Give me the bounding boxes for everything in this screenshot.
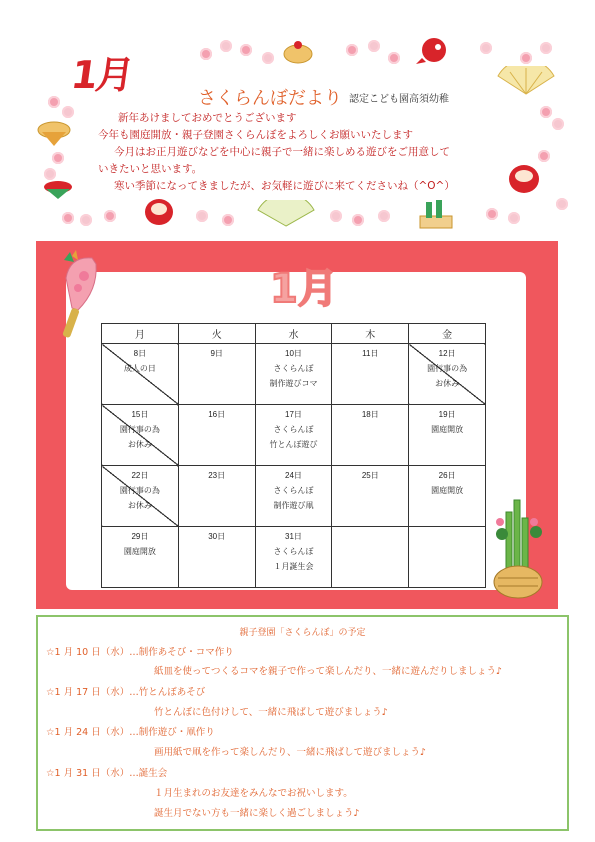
school-name: 認定こども園高須幼稚 — [349, 94, 449, 105]
calendar-date: 23日 — [208, 471, 226, 480]
calendar-date: 16日 — [208, 410, 226, 419]
calendar-date: 12日 — [438, 349, 456, 358]
calendar-date: 30日 — [208, 532, 226, 541]
greeting-line-2: 今年も園庭開放・親子登園さくらんぼをよろしくお願いいたします — [98, 129, 413, 141]
gourd-icon — [280, 38, 316, 64]
spinning-top-icon — [34, 118, 74, 148]
daruma-icon — [142, 196, 176, 226]
kagami-stand-icon — [414, 196, 458, 232]
calendar-event-text: １月誕生会 — [273, 562, 314, 571]
calendar-date: 24日 — [285, 471, 302, 480]
schedule-item-3-detail: 画用紙で凧を作って楽しんだり、一緒に飛ばして遊びましょう♪ — [154, 747, 427, 758]
schedule-item-1-detail: 紙皿を使ってつくるコマを親子で作って楽しんだり、一緒に遊んだりしましょう♪ — [154, 666, 503, 677]
schedule-item-1-head: ☆1 月 10 日（水）…制作あそび・コマ作り — [46, 647, 234, 658]
calendar-week-row — [102, 344, 486, 405]
greeting-line-4: いきたいと思います。 — [98, 163, 203, 175]
calendar-day-cell — [102, 466, 179, 527]
calendar-event-text: 成人の日 — [123, 364, 156, 373]
schedule-item-4-detail-1: １月生まれのお友達をみんなでお祝いします。 — [154, 788, 353, 799]
calendar-day-cell — [409, 344, 486, 405]
header-month: 1月 — [68, 53, 136, 97]
calendar-date: 18日 — [361, 410, 379, 419]
calendar-day-cell — [255, 466, 332, 527]
calendar-event-text: さくらんぼ — [273, 547, 314, 556]
schedule-item-3-head: ☆1 月 24 日（水）…制作遊び・凧作り — [46, 727, 215, 738]
calendar-date: 11日 — [362, 349, 379, 358]
schedule-item-2-head: ☆1 月 17 日（水）…竹とんぼあそび — [46, 687, 206, 698]
calendar-date: 15日 — [131, 410, 149, 419]
schedule-item-4-head: ☆1 月 31 日（水）…誕生会 — [46, 768, 168, 779]
calendar-date: 26日 — [438, 471, 456, 480]
calendar-date: 22日 — [131, 471, 149, 480]
daruma-bird-icon — [412, 34, 458, 68]
calendar-day-cell — [409, 466, 486, 527]
greeting-line-3: 今月はお正月遊びなどを中心に親子で一緒に楽しめる遊びをご用意して — [114, 146, 450, 158]
calendar-day-cell — [409, 527, 486, 588]
calendar-day-cell — [255, 344, 332, 405]
calendar-event-text: 制作遊び凧 — [273, 501, 314, 510]
calendar-event-text: 制作遊びコマ — [269, 379, 318, 388]
calendar-event-text: お休み — [127, 501, 152, 510]
calendar-event-text: 竹とんぼ遊び — [269, 440, 318, 449]
fan-icon — [496, 66, 556, 96]
weekday-tue: 火 — [178, 324, 255, 344]
calendar-event-text: 園庭開放 — [431, 425, 464, 434]
weekday-header-row — [102, 324, 486, 344]
calendar-event-text: さくらんぼ — [273, 364, 314, 373]
calendar-event-text: 園行事の為 — [119, 425, 160, 434]
calendar-event-text: 園庭開放 — [123, 547, 156, 556]
weekday-wed: 水 — [255, 324, 332, 344]
calendar-event-text: 園行事の為 — [427, 364, 468, 373]
daruma-right-icon — [506, 162, 542, 194]
calendar-date: 29日 — [131, 532, 149, 541]
calendar-table — [101, 323, 486, 588]
newsletter-title: さくらんぼだより — [198, 88, 342, 109]
calendar-day-cell — [255, 527, 332, 588]
calendar-day-cell — [102, 344, 179, 405]
calendar-date: 31日 — [285, 532, 302, 541]
calendar-day-cell — [178, 466, 255, 527]
calendar-event-text: お休み — [435, 379, 460, 388]
calendar-day-cell — [332, 405, 409, 466]
hagoita-paddle-icon — [62, 250, 100, 340]
calendar-day-cell — [255, 405, 332, 466]
calendar-date: 10日 — [285, 349, 302, 358]
calendar-day-cell — [409, 405, 486, 466]
calendar-day-cell — [178, 527, 255, 588]
calendar-week-row — [102, 466, 486, 527]
calendar-event-text: 園行事の為 — [119, 486, 160, 495]
weekday-mon: 月 — [102, 324, 179, 344]
calendar-event-text: さくらんぼ — [273, 486, 314, 495]
calendar-day-cell — [332, 466, 409, 527]
calendar-date: 17日 — [285, 410, 302, 419]
calendar-day-cell — [332, 527, 409, 588]
calendar-day-cell — [102, 405, 179, 466]
calendar-day-cell — [178, 344, 255, 405]
calendar-month-title: 1月 — [270, 266, 338, 312]
calendar-event-text: 園庭開放 — [431, 486, 464, 495]
spinning-top-small-icon — [40, 178, 76, 200]
calendar-event-text: お休み — [127, 440, 152, 449]
calendar-date: 8日 — [133, 349, 147, 358]
calendar-date: 19日 — [438, 410, 456, 419]
calendar-week-row — [102, 405, 486, 466]
calendar-day-cell — [178, 405, 255, 466]
weekday-thu: 木 — [332, 324, 409, 344]
calendar-day-cell — [332, 344, 409, 405]
kadomatsu-icon — [492, 492, 548, 600]
calendar-week-row — [102, 527, 486, 588]
calendar-date: 9日 — [210, 349, 223, 358]
greeting-line-1: 新年あけましておめでとうございます — [118, 112, 297, 124]
schedule-item-4-detail-2: 誕生月でない方も一緒に楽しく過ごしましょう♪ — [154, 808, 360, 819]
schedule-item-2-detail: 竹とんぼに色付けして、一緒に飛ばして遊びましょう♪ — [154, 707, 388, 718]
schedule-title: 親子登園「さくらんぼ」の予定 — [239, 628, 366, 638]
calendar-date: 25日 — [361, 471, 379, 480]
calendar-event-text: さくらんぼ — [273, 425, 314, 434]
weekday-fri: 金 — [409, 324, 486, 344]
fan-bottom-icon — [256, 200, 316, 228]
calendar-day-cell — [102, 527, 179, 588]
greeting-line-5: 寒い季節になってきましたが、お気軽に遊びに来てくださいね（^O^） — [114, 180, 455, 192]
